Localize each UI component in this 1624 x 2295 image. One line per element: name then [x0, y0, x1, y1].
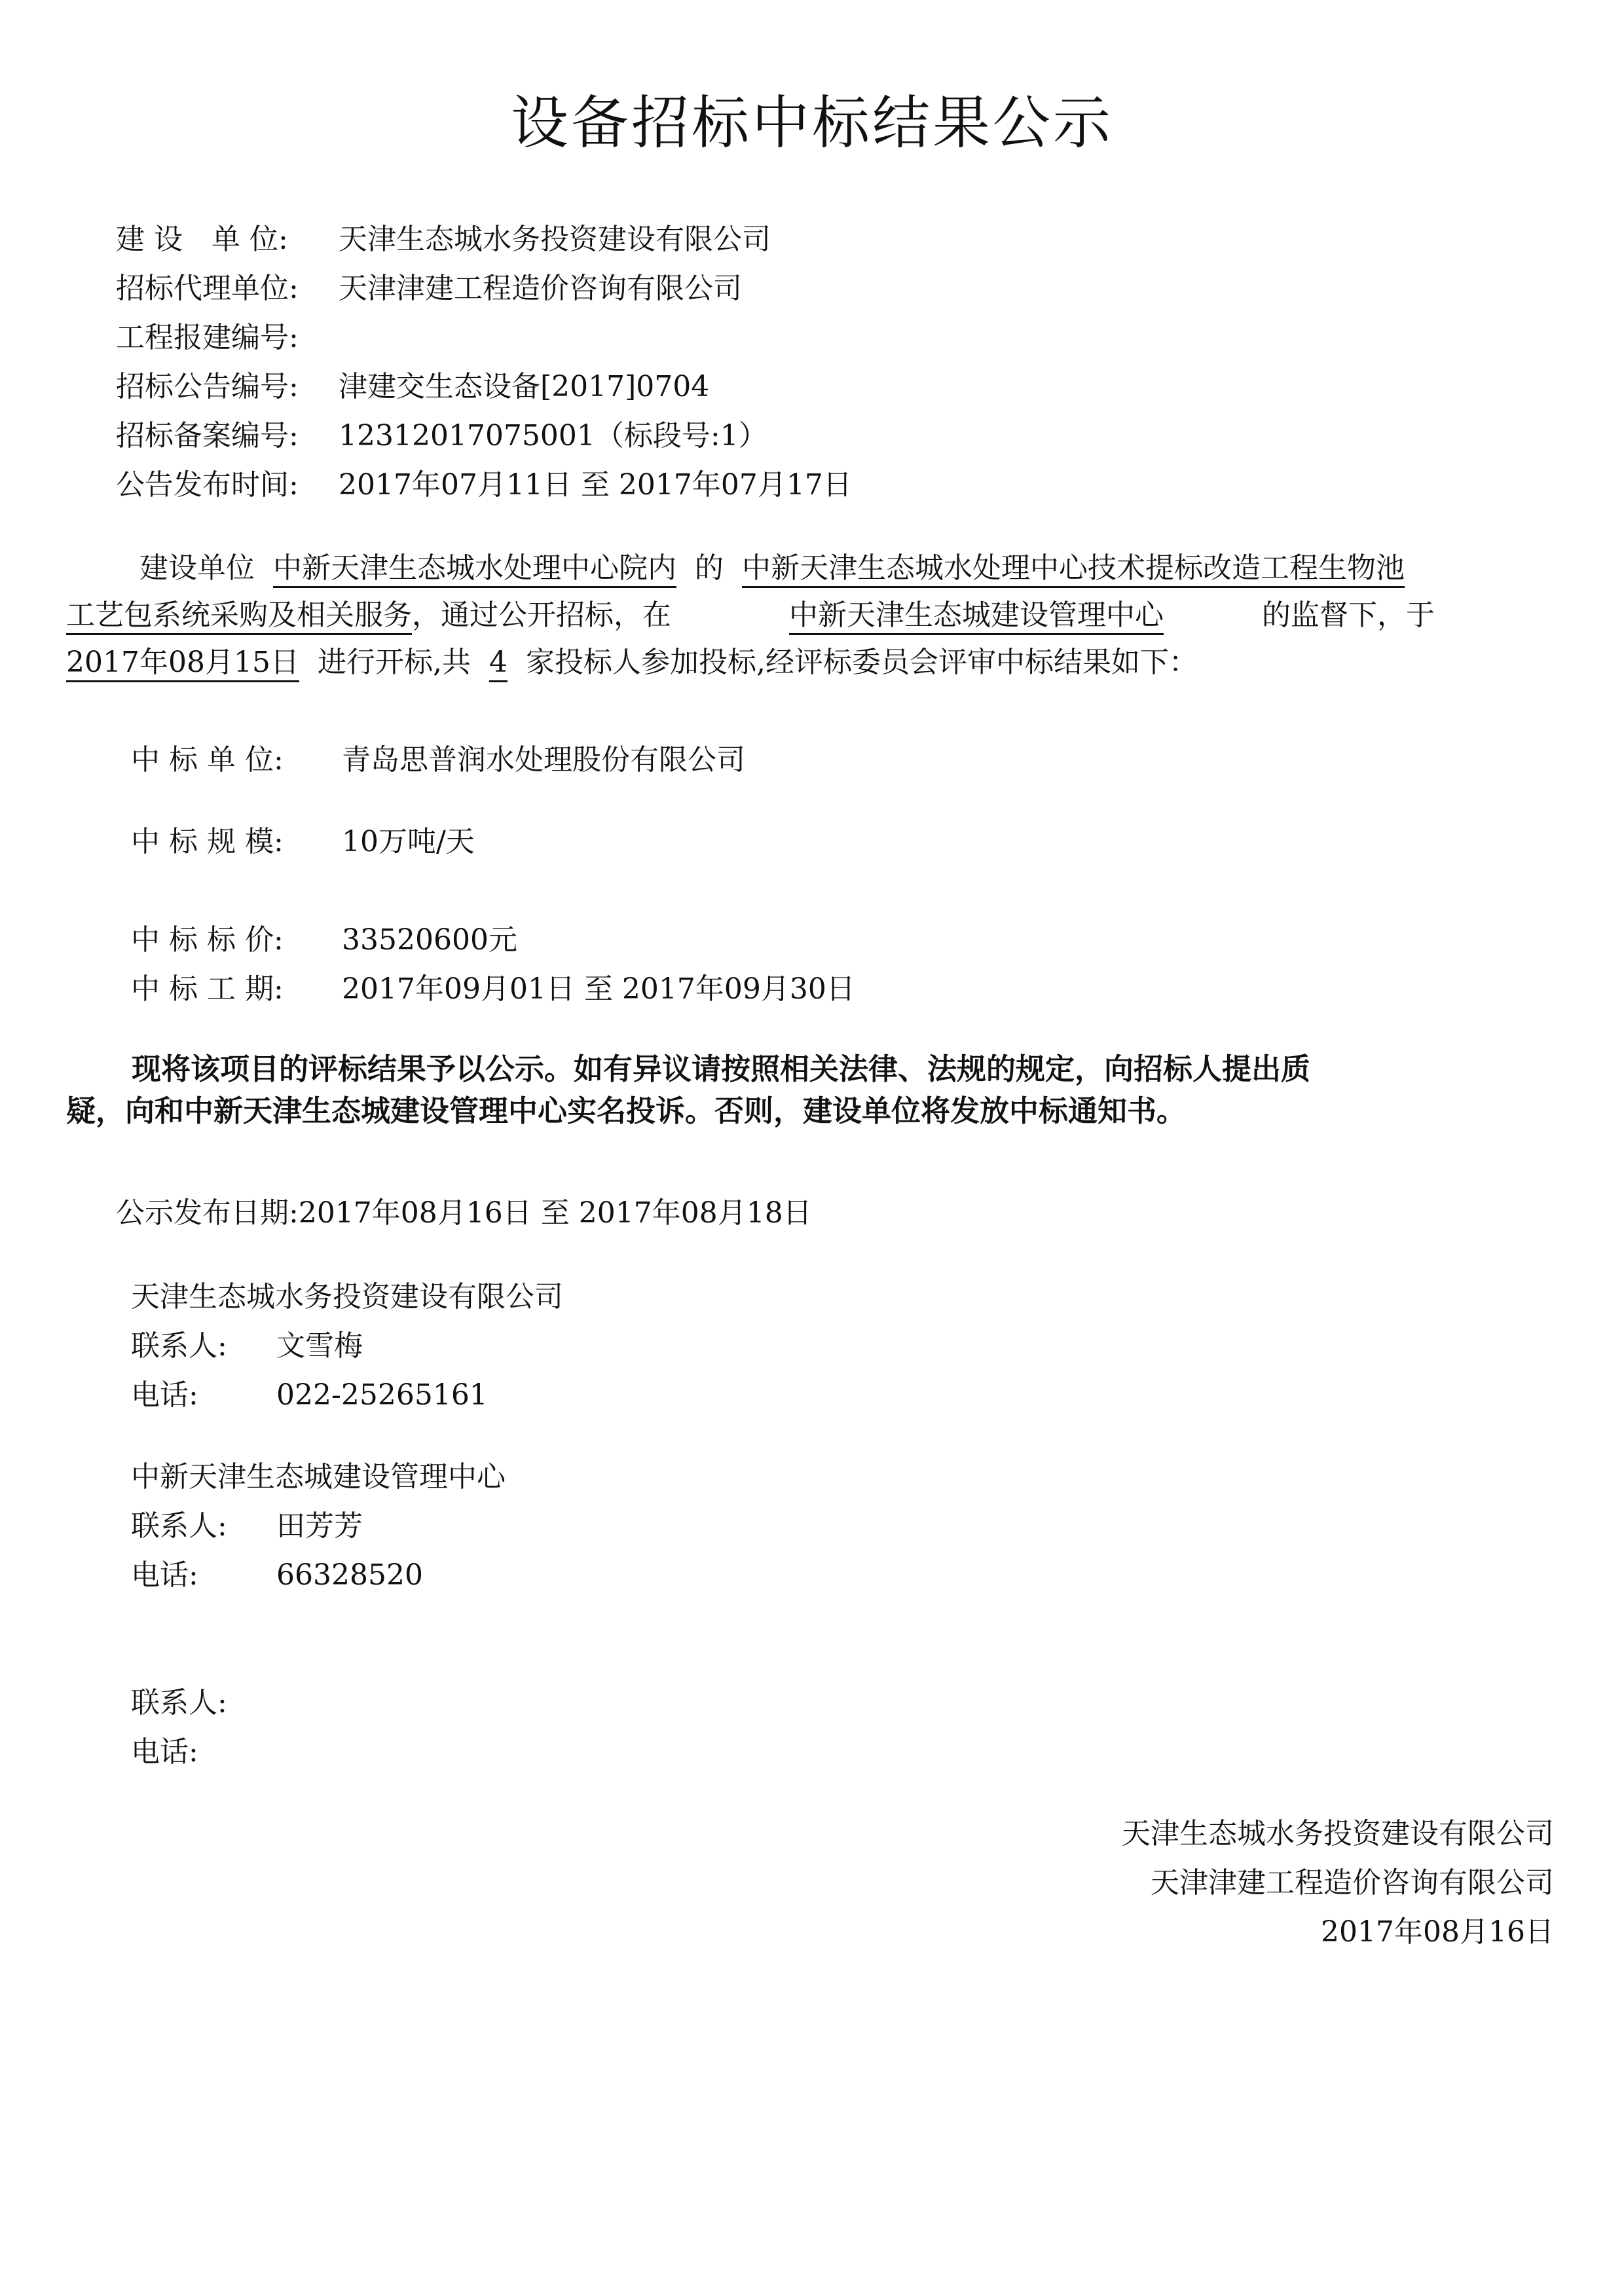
publish-label: 公示发布日期:	[116, 1196, 299, 1230]
contact-person-row-1	[131, 1327, 363, 1366]
contact-person-label: 联系人:	[131, 1329, 227, 1363]
winner-row-period	[131, 970, 855, 1009]
signature-date: 2017年08月16日	[1321, 1915, 1554, 1949]
contact-org-1: 天津生态城水务投资建设有限公司	[131, 1280, 563, 1313]
paragraph-text: 的监督下，于	[1262, 598, 1435, 632]
signature-org-2: 天津津建工程造价咨询有限公司	[1151, 1866, 1554, 1900]
contact-person-row-3	[131, 1683, 276, 1723]
contact-person-label: 联系人:	[131, 1509, 227, 1543]
paragraph-line-3	[66, 643, 1559, 682]
paragraph-line-2	[66, 596, 1559, 635]
page-title: 设备招标中标结果公示	[510, 89, 1113, 156]
info-value: 2017年07月11日 至 2017年07月17日	[339, 468, 852, 502]
opening-date-underlined: 2017年08月15日	[66, 646, 299, 682]
contact-phone-label: 电话:	[131, 1735, 198, 1769]
info-value: 天津津建工程造价咨询有限公司	[339, 272, 742, 305]
info-label: 招标备案编号:	[116, 419, 299, 452]
winner-label: 中 标 标 价:	[131, 923, 284, 957]
info-row-agent	[116, 269, 742, 308]
paragraph-text: 的	[695, 551, 724, 585]
winner-row-scale	[131, 822, 475, 862]
winner-label: 中 标 单 位:	[131, 743, 284, 777]
winner-value: 10万吨/天	[342, 825, 475, 858]
contact-org-2: 中新天津生态城建设管理中心	[131, 1460, 506, 1494]
publish-date-row	[116, 1194, 812, 1233]
contact-phone-row-3	[131, 1733, 276, 1772]
info-row-construction-unit	[116, 220, 771, 259]
contact-phone-row-2	[131, 1556, 423, 1595]
paragraph-text: 进行开标,共	[317, 646, 471, 679]
location-underlined: 中新天津生态城水处理中心院内	[273, 551, 676, 588]
winner-label: 中 标 工 期:	[131, 972, 284, 1006]
info-value: 12312017075001（标段号:1）	[339, 419, 767, 452]
info-label: 招标代理单位:	[116, 272, 299, 305]
notice-line-1: 现将该项目的评标结果予以公示。如有异议请按照相关法律、法规的规定，向招标人提出质	[132, 1052, 1311, 1086]
paragraph-text: ，通过公开招标，在	[412, 598, 671, 632]
result-paragraph	[66, 549, 1559, 680]
info-label: 招标公告编号:	[116, 370, 299, 403]
contact-person-name: 田芳芳	[276, 1509, 363, 1543]
contact-phone-number: 022-25265161	[276, 1378, 488, 1412]
objection-notice	[66, 1050, 1559, 1141]
info-value: 天津生态城水务投资建设有限公司	[339, 223, 771, 256]
winner-value: 2017年09月01日 至 2017年09月30日	[342, 972, 855, 1006]
winner-value: 33520600元	[342, 923, 517, 957]
info-row-filing-number	[116, 416, 767, 456]
contact-phone-number: 66328520	[276, 1558, 423, 1592]
paragraph-line-1	[66, 549, 1559, 588]
info-label: 工程报建编号:	[116, 321, 299, 354]
winner-label: 中 标 规 模:	[131, 825, 284, 858]
info-row-announcement-number	[116, 367, 709, 407]
info-label: 公告发布时间:	[116, 468, 299, 502]
contact-phone-label: 电话:	[131, 1378, 198, 1412]
contact-person-row-2	[131, 1507, 363, 1546]
winner-value: 青岛思普润水处理股份有限公司	[342, 743, 745, 777]
signature-org-1: 天津生态城水务投资建设有限公司	[1122, 1817, 1554, 1850]
notice-line-2: 疑，向和中新天津生态城建设管理中心实名投诉。否则，建设单位将发放中标通知书。	[66, 1093, 1187, 1128]
supervisor-underlined: 中新天津生态城建设管理中心	[789, 598, 1164, 635]
bidder-count-underlined: 4	[489, 646, 507, 682]
paragraph-text: 家投标人参加投标,经评标委员会评审中标结果如下：	[525, 646, 1198, 679]
contact-phone-row-1	[131, 1376, 488, 1415]
info-label: 建 设 单 位:	[116, 223, 288, 256]
project-name-underlined: 中新天津生态城水处理中心技术提标改造工程生物池	[742, 551, 1405, 588]
winner-row-unit	[131, 741, 745, 780]
contact-person-name: 文雪梅	[276, 1329, 363, 1363]
winner-row-price	[131, 921, 517, 960]
project-name-underlined: 工艺包系统采购及相关服务	[66, 598, 412, 635]
paragraph-text: 建设单位	[139, 551, 255, 585]
contact-phone-label: 电话:	[131, 1558, 198, 1592]
info-row-project-number	[116, 318, 339, 358]
info-value: 津建交生态设备[2017]0704	[339, 370, 710, 403]
contact-person-label: 联系人:	[131, 1686, 227, 1719]
info-row-announcement-time	[116, 466, 852, 505]
publish-value: 2017年08月16日 至 2017年08月18日	[298, 1196, 812, 1230]
